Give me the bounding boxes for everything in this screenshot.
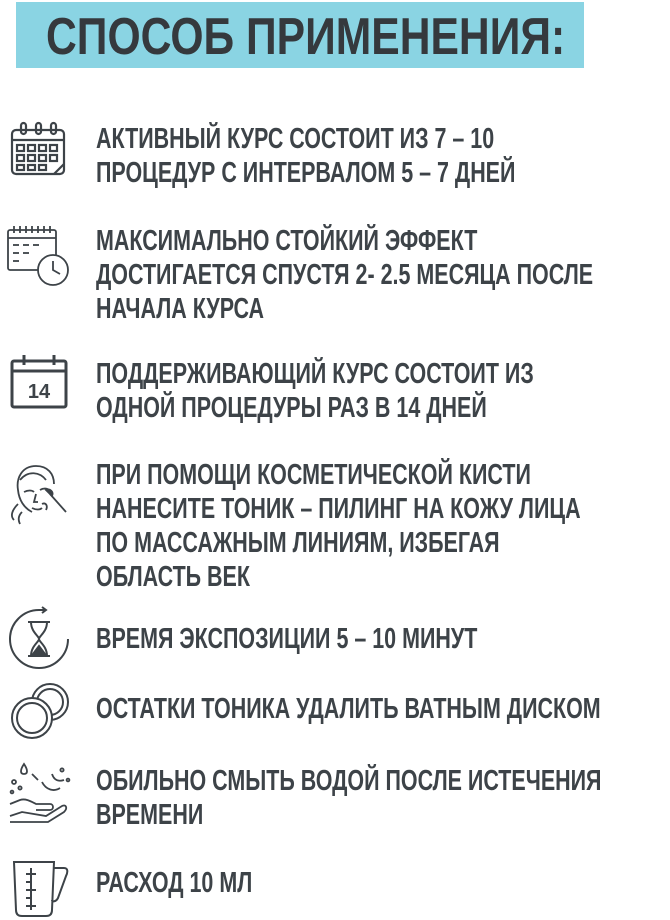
hands-water-icon [6, 760, 72, 826]
face-brush-icon [6, 460, 72, 526]
title-banner [16, 2, 584, 68]
calendar-14-icon [6, 351, 72, 417]
step-text: МАКСИМАЛЬНО СТОЙКИЙ ЭФФЕКТ ДОСТИГАЕТСЯ СПУСТЯ 2- 2.5 МЕСЯЦА ПОСЛЕ НАЧАЛА КУРСА [96, 225, 594, 325]
step-text: ПОДДЕРЖИВАЮЩИЙ КУРС СОСТОИТ ИЗ ОДНОЙ ПРОЦЕДУРЫ РАЗ В 14 ДНЕЙ [96, 358, 534, 424]
calendar-grid-icon [6, 118, 72, 184]
hourglass-icon [6, 606, 72, 672]
step-text: ОБИЛЬНО СМЫТЬ ВОДОЙ ПОСЛЕ ИСТЕЧЕНИЯ ВРЕМЕНИ [96, 765, 602, 831]
step-text: РАСХОД 10 МЛ [96, 867, 253, 899]
svg-text:14: 14 [27, 381, 51, 403]
step-text: ПРИ ПОМОЩИ КОСМЕТИЧЕСКОЙ КИСТИ НАНЕСИТЕ ТОНИК – ПИЛИНГ НА КОЖУ ЛИЦА ПО МАССАЖНЫМ ЛИНИЯМ, ИЗБЕГАЯ ОБЛАСТЬ ВЕК [96, 459, 581, 593]
page-title: СПОСОБ ПРИМЕНЕНИЯ: [46, 8, 566, 66]
step-text: ОСТАТКИ ТОНИКА УДАЛИТЬ ВАТНЫМ ДИСКОМ [96, 693, 601, 725]
measuring-cup-icon [6, 854, 72, 920]
cotton-pads-icon [6, 678, 72, 744]
step-text: АКТИВНЫЙ КУРС СОСТОИТ ИЗ 7 – 10 ПРОЦЕДУР С ИНТЕРВАЛОМ 5 – 7 ДНЕЙ [96, 123, 516, 189]
calendar-clock-icon [6, 222, 72, 288]
step-text: ВРЕМЯ ЭКСПОЗИЦИИ 5 – 10 МИНУТ [96, 623, 478, 655]
